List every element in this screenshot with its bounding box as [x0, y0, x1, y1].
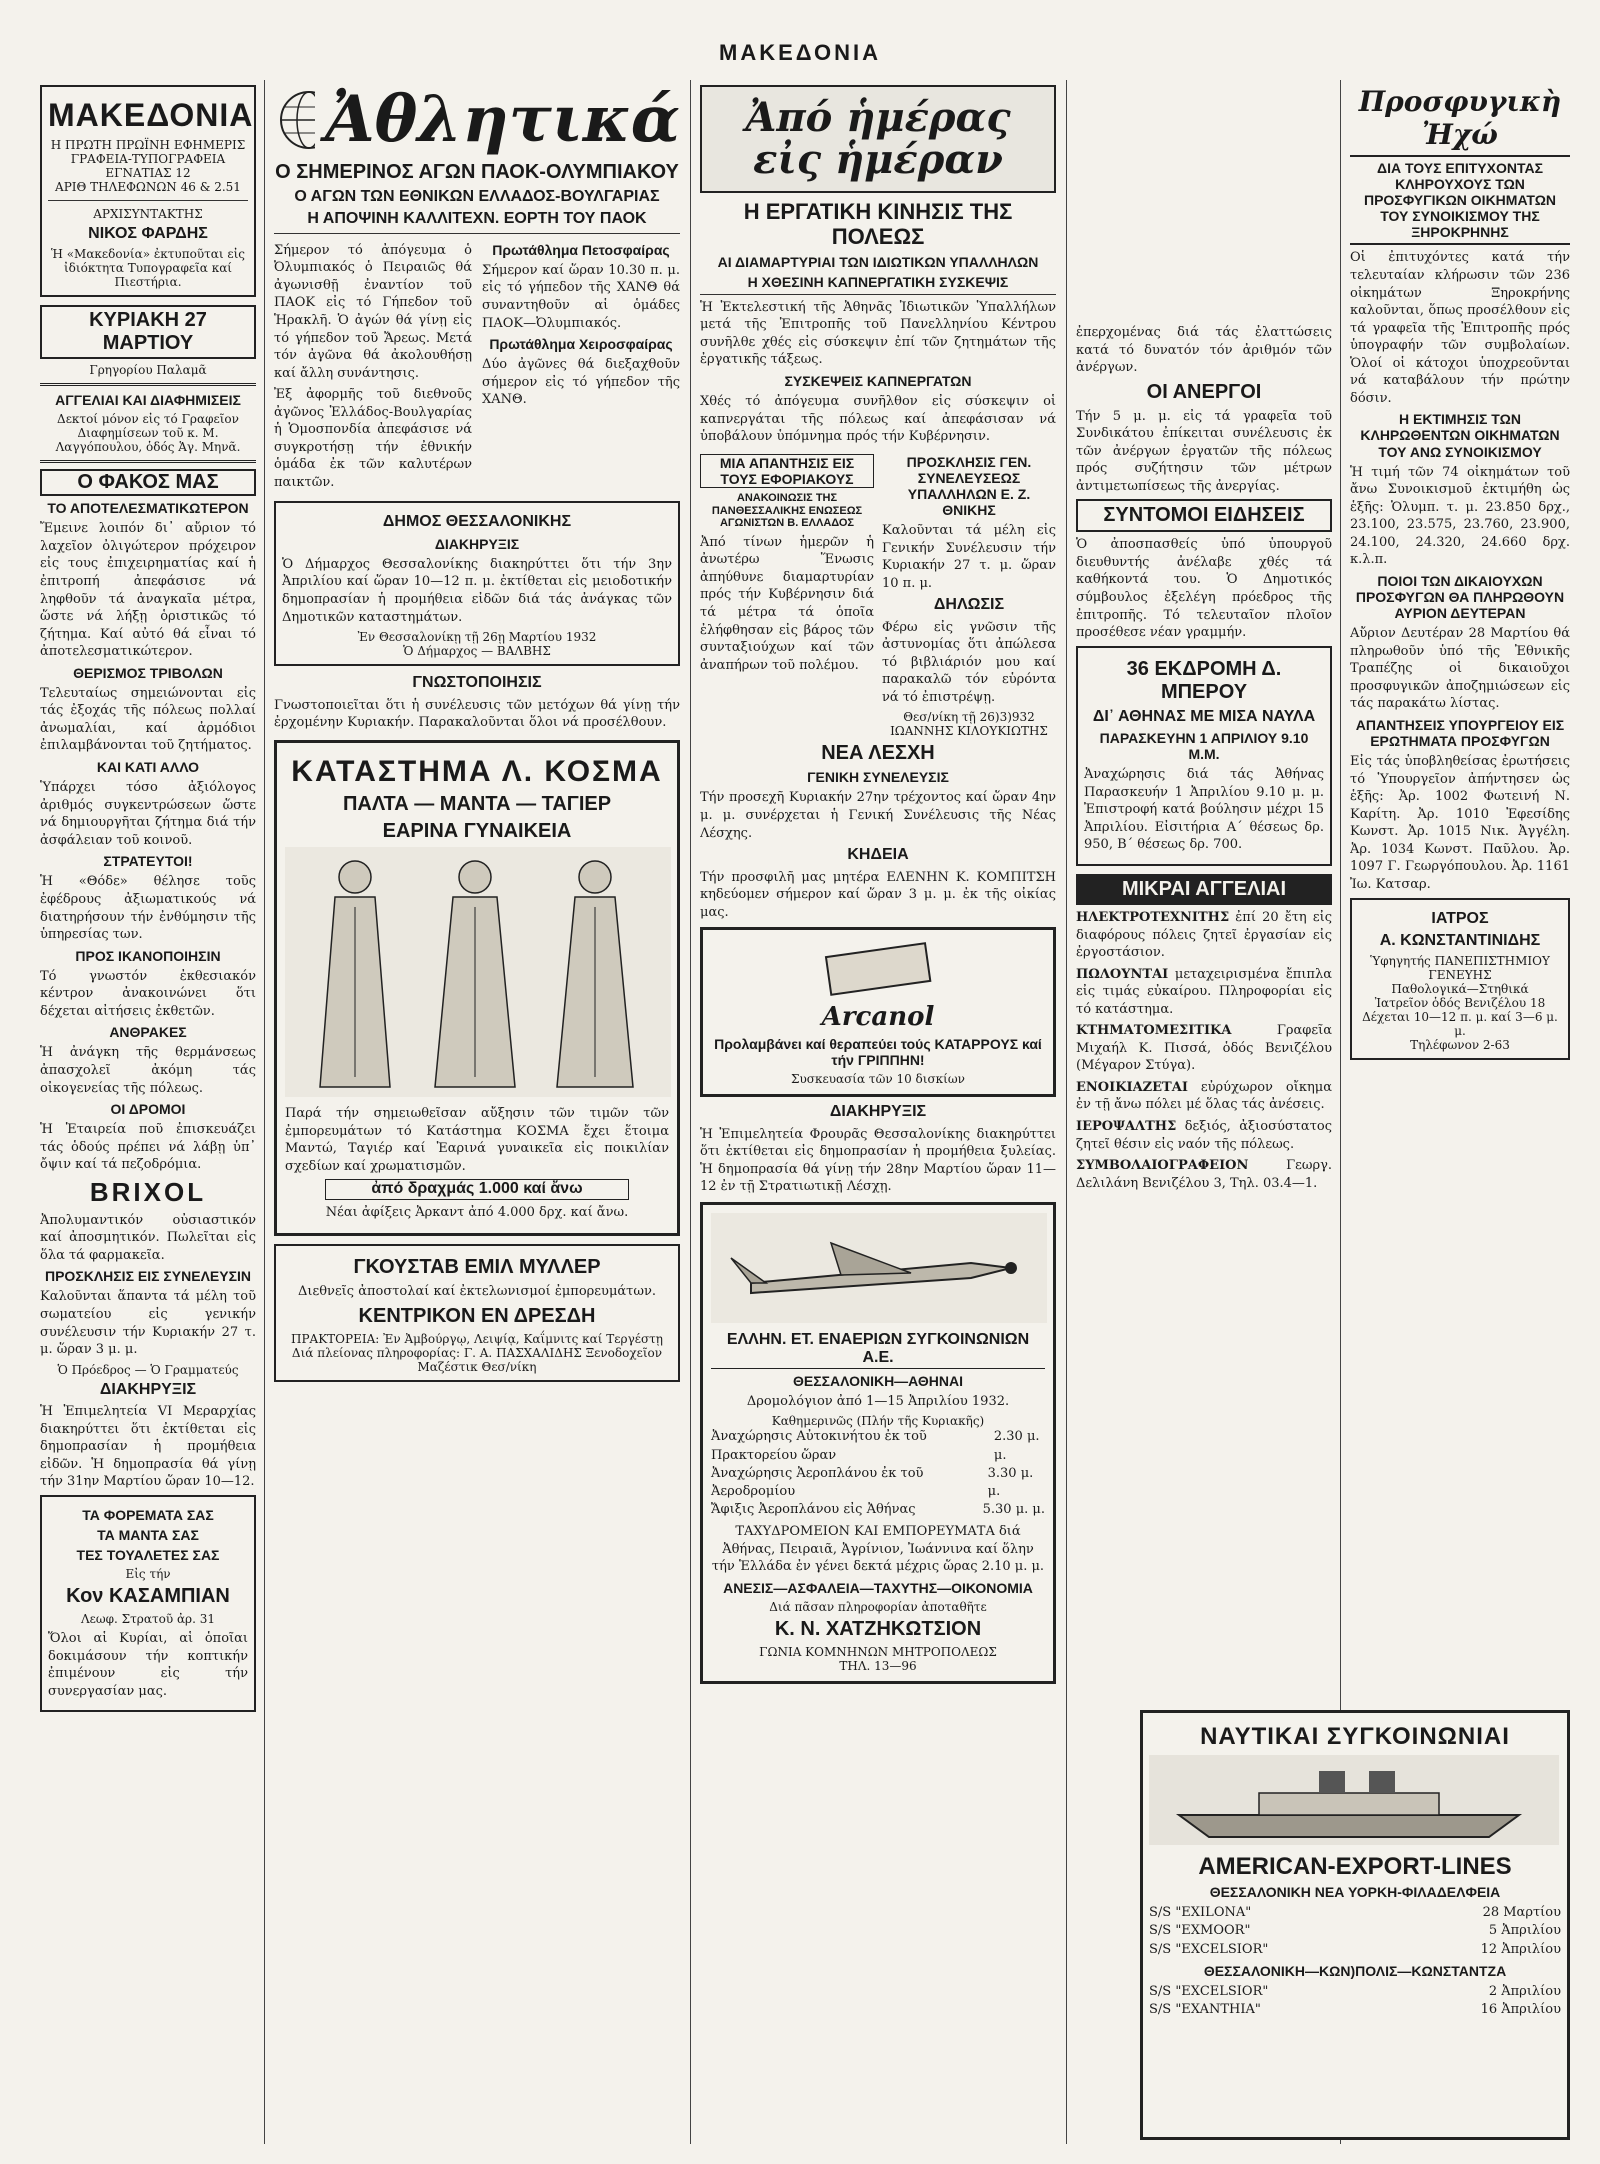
muller-hq: ΚΕΝΤΡΙΚΟΝ ΕΝ ΔΡΕΣΔΗ [358, 1304, 596, 1327]
arcanol-ad [700, 927, 1056, 1097]
valuation-heading: Η ΕΚΤΙΜΗΣΙΣ ΤΩΝ ΚΛΗΡΩΘΕΝΤΩΝ ΟΙΚΗΜΑΤΩΝ ΤΟΥ ΑΝΩ ΣΥΝΟΙΚΙΣΜΟΥ [1360, 411, 1560, 460]
kosma-note: Νέαι ἀφίξεις Ἀρκαντ ἀπό 4.000 δρχ. καί ἄνω. [325, 1204, 629, 1220]
column-1 [40, 85, 256, 2144]
doctor-hours: Ἰατρεῖον ὁδός Βενιζέλου 18 Δέχεται 10—12 π. μ. καί 3—6 μ. μ. [1362, 996, 1558, 1039]
fashion-illustration [285, 847, 671, 1097]
col4-text-a: ἐπερχομένας διά τάς ἐλαττώσεις κατά τό δυνατόν τόν ἀριθμόν τῶν ἀνέργων. [1076, 325, 1332, 376]
headline-paok: Ο ΣΗΜΕΡΙΝΟΣ ΑΓΩΝ ΠΑΟΚ-ΟΛΥΜΠΙΑΚΟΥ [275, 161, 679, 183]
meeting-signature: Ὁ Πρόεδρος — Ὁ Γραμματεύς [57, 1362, 239, 1377]
tailor-ad [40, 1495, 256, 1712]
labour-subheadline: ΑΙ ΔΙΑΜΑΡΤΥΡΙΑΙ ΤΩΝ ΙΔΙΩΤΙΚΩΝ ΥΠΑΛΛΗΛΩΝ [717, 253, 1039, 270]
brief-news-text: Ὁ ἀποσπασθείς ὑπό ὑπουργοῦ διευθυντής ἀνέλαβε χθές τά καθήκοντά του. Ὁ Δημοτικός σύμβουλος ἐξελέγη πρόεδρος τῆς ἐπιτροπῆς. Τό τελευταῖον πλοῖον προσέθεσε νέαν γραμμήν. [1076, 537, 1332, 641]
municipality-signature: Ὁ Δήμαρχος — ΒΑΛΒΗΣ [403, 644, 551, 659]
page-masthead: ΜΑΚΕΔΟΝΙΑ [719, 40, 881, 65]
doctor-specialty: Παθολογικά—Στηθικά [1391, 982, 1529, 997]
tax-reply-subheading: ΑΝΑΚΟΙΝΩΣΙΣ ΤΗΣ ΠΑΝΘΕΣΣΑΛΙΚΗΣ ΕΝΩΣΕΩΣ ΑΓΩΝΙΣΤΩΝ Β. ΕΛΛΑΔΟΣ [711, 491, 863, 530]
airline-period: Δρομολόγιον ἀπό 1—15 Ἀπριλίου 1932. [746, 1393, 1010, 1409]
classified-item: ΙΕΡΟΨΑΛΤΗΣ δεξιός, ἀξιοσύστατος ζητεῖ θέσιν εἰς ναόν τῆς πόλεως. [1076, 1118, 1332, 1152]
ship-row: S/S "EXANTHIA" 16 Ἀπριλίου [1149, 2002, 1561, 2018]
schedule-row: Ἄφιξις Ἀεροπλάνου εἰς Ἀθήνας 5.30 μ. μ. [711, 1502, 1045, 1518]
kosma-price: ἀπό δραχμάς 1.000 καί ἄνω [325, 1179, 629, 1199]
excursion-text: Ἀναχώρησις διά τάς Ἀθήνας Παρασκευήν 1 Ἀπριλίου 9.10 μ. μ. Ἐπιστροφή κατά βούλησιν μέχρι 15 Ἀπριλίου. Εἰσιτήρια Α΄ θέσεως δρ. 950, Β΄ θέσεως δρ. 700. [1084, 767, 1324, 853]
airline-phone: ΤΗΛ. 13—96 [839, 1659, 917, 1674]
doctor-phone: Τηλέφωνον 2-63 [1410, 1038, 1510, 1053]
column-2 [274, 85, 680, 2144]
tailor-note: Ὅλοι αἱ Κυρίαι, αἱ ὁποῖαι δοκιμάσουν τήν κοπτικήν ἐπιμένουν εἰς τήν συνεργασίαν μας. [48, 1631, 248, 1699]
meeting-heading: ΠΡΟΣΚΛΗΣΙΣ ΕΙΣ ΣΥΝΕΛΕΥΣΙΝ [44, 1268, 251, 1285]
classified-item: ΣΥΜΒΟΛΑΙΟΓΡΑΦΕΙΟΝ Γεωργ. Δελιλάνη Βενιζέλου 3, Τηλ. 03.4—1. [1076, 1158, 1332, 1191]
arcanol-brand: Arcanol [821, 1002, 935, 1033]
shipping-route-2: ΘΕΣΣΑΛΟΝΙΚΗ—ΚΩΝ)ΠΟΛΙΣ—ΚΩΝΣΤΑΝΤΖΑ [1203, 1962, 1507, 1979]
sports-banner [274, 85, 680, 155]
tobacco-heading: ΣΥΣΚΕΨΕΙΣ ΚΑΠΝΕΡΓΑΤΩΝ [784, 372, 972, 389]
paper-title: ΜΑΚΕΔΟΝΙΑ [48, 97, 254, 133]
ads-heading: ΑΓΓΕΛΙΑΙ ΚΑΙ ΔΙΑΦΗΜΙΣΕΙΣ [55, 392, 241, 409]
municipality-date: Ἐν Θεσσαλονίκῃ τῇ 26ῃ Μαρτίου 1932 [357, 630, 597, 645]
brief-news-heading: ΣΥΝΤΟΜΟΙ ΕΙΔΗΣΕΙΣ [1076, 499, 1332, 532]
ship-row: S/S "EXILONA" 28 Μαρτίου [1149, 1905, 1561, 1921]
garrison-tender-text: Ἡ Ἐπιμελητεία Φρουρᾶς Θεσσαλονίκης διακηρύττει ὅτι ἐκτίθεται εἰς δημοπρασίαν ἡ προμήθεια ξυλείας. Ἡ δημοπρασία θά γίνῃ τήν 28ην Μαρτίου ὥραν 11—12 ἐν τῇ Στρατιωτικῇ Λέσχῃ. [700, 1126, 1056, 1195]
ikanop-text: Τό γνωστόν ἐκθεσιακόν κέντρον ἀνακοινώνει ὅτι δέχεται αἰτήσεις ἐκθετῶν. [40, 968, 256, 1019]
muller-info: Διά πλείονας πληροφορίας: Γ. Α. ΠΑΣΧΑΛΙΔΗΣ Ξενοδοχεῖον Μαζέστικ Θεσ/νίκη [291, 1345, 663, 1374]
fakos-heading: Ο ΦΑΚΟΣ ΜΑΣ [40, 469, 256, 496]
editor-name: ΝΙΚΟΣ ΦΑΡΔΗΣ [88, 224, 208, 242]
refugee-text-a: Οἱ ἐπιτυχόντες κατά τήν τελευταίαν κλήρωσιν τῶν 236 οἰκημάτων Ξηροκρήνης καλοῦνται, ὅπως προσέλθουν εἰς τά γραφεῖα τῆς Ἐπιτροπῆς πρός ὑπογραφήν τῶν συμβολαίων. Ὁλοί οἱ κάτοχοι ὑποχρεοῦνται νά καταβάλουν τήν πρώτην δόσιν. [1350, 250, 1570, 406]
ship-icon [1149, 1755, 1559, 1845]
printing-note: Ἡ «Μακεδονία» ἐκτυποῦται εἰς ἰδιόκτητα Τυπογραφεῖα καί Πιεστήρια. [50, 247, 246, 290]
issue-date: ΚΥΡΙΑΚΗ 27 ΜΑΡΤΙΟΥ [40, 305, 256, 359]
column-rule [264, 80, 265, 2144]
club-subheading: ΓΕΝΙΚΗ ΣΥΝΕΛΕΥΣΙΣ [807, 769, 949, 786]
unemployed-heading: ΟΙ ΑΝΕΡΓΟΙ [1146, 380, 1262, 403]
column-rule [690, 80, 691, 2144]
airline-route: ΘΕΣΣΑΛΟΝΙΚΗ—ΑΘΗΝΑΙ [792, 1372, 964, 1389]
ship-row: S/S "EXMOOR" 5 Ἀπριλίου [1149, 1923, 1561, 1939]
tailor-ad-line: Εἰς τήν [125, 1567, 171, 1582]
column-3 [700, 85, 1056, 2144]
kosma-ad [274, 740, 680, 1237]
shipping-title: ΝΑΥΤΙΚΑΙ ΣΥΓΚΟΙΝΩΝΙΑΙ [1200, 1723, 1510, 1750]
valuation-text: Ἡ τιμή τῶν 74 οἰκημάτων τοῦ ἄνω Συνοικισμοῦ ἐκτιμήθη ὡς ἑξῆς: Ὁλυμπ. τ. μ. 23.850 δρχ., 23.100, 23.575, 23.760, 23.900, 24.100, 24.320, 24.660 δρχ. κ.λ.π. [1350, 464, 1570, 568]
anthrakes-heading: ΑΝΘΡΑΚΕΣ [109, 1024, 187, 1041]
daily-banner-title: Ἀπό ἡμέρας εἰς ἡμέραν [745, 94, 1011, 183]
tax-reply-heading: ΜΙΑ ΑΠΑΝΤΗΣΙΣ ΕΙΣ ΤΟΥΣ ΕΦΟΡΙΑΚΟΥΣ [700, 454, 874, 488]
headline-celebration: Η ΑΠΟΨΙΝΗ ΚΑΛΛΙΤΕΧΝ. ΕΟΡΤΗ ΤΟΥ ΠΑΟΚ [274, 210, 680, 233]
tailor-ad-line: ΤΑ ΦΟΡΕΜΑΤΑ ΣΑΣ [82, 1506, 214, 1523]
airplane-icon [711, 1213, 1047, 1323]
muller-title: ΓΚΟΥΣΤΑΒ ΕΜΙΛ ΜΥΛΛΕΡ [353, 1256, 601, 1279]
kosma-line-2: ΕΑΡΙΝΑ ΓΥΝΑΙΚΕΙΑ [382, 820, 572, 843]
excursion-date: ΠΑΡΑΣΚΕΥΗΝ 1 ΑΠΡΙΛΙΟΥ 9.10 Μ.Μ. [1099, 730, 1309, 763]
paper-phones: ΑΡΙΘ ΤΗΛΕΦΩΝΩΝ 46 & 2.51 [55, 179, 241, 194]
excursion-title: 36 ΕΚΔΡΟΜΗ Δ. ΜΠΕΡΟΥ [1126, 657, 1282, 703]
airline-slogan: ΑΝΕΣΙΣ—ΑΣΦΑΛΕΙΑ—ΤΑΧΥΤΗΣ—ΟΙΚΟΝΟΜΙΑ [723, 1579, 1033, 1596]
ministry-text: Εἰς τάς ὑποβληθείσας ἐρωτήσεις τό Ὑπουργεῖον ἀπήντησεν ὡς ἑξῆς: Ἀρ. 1002 Φωτεινή Ν. Καρίτη. Ἀρ. 1010 Ἐφεσίδης Κωνστ. Ἀρ. 1015 Νικ. Ἀγγέλη. Ἀρ. 1034 Κωνστ. Παῦλου. Ἀρ. 1097 Γ. Γεωργόπουλου. Ἀρ. 1161 Ἰω. Κατσαρ. [1350, 754, 1570, 892]
handball-heading: Πρωτάθλημα Χειροσφαίρας [489, 336, 673, 353]
club-text: Τήν προσεχῆ Κυριακήν 27ην τρέχοντος καί ὥραν 4ην μ. μ. συνέρχεται ἡ Γενική Συνέλευσις τῆς Νέας Λέσχης. [700, 790, 1056, 841]
doctor-ad [1350, 898, 1570, 1061]
municipality-heading: ΔΗΜΟΣ ΘΕΣΣΑΛΟΝΙΚΗΣ [382, 513, 572, 531]
kosma-text: Παρά τήν σημειωθεῖσαν αὔξησιν τῶν τιμῶν τῶν ἐμπορευμάτων τό Κατάστημα ΚΟΣΜΑ ἔχει ἕτοιμα Μαντώ, Ταγιέρ καί Ἐαρινά γυναικεῖα εἰς ποικιλίαν σχεδίων καί χρωματισμῶν. [285, 1106, 669, 1174]
kai-heading: ΚΑΙ ΚΑΤΙ ΑΛΛΟ [96, 759, 200, 776]
volley-heading: Πρωτάθλημα Πετοσφαίρας [492, 241, 670, 258]
shipping-ad [1140, 1710, 1570, 2140]
ads-note: Δεκτοί μόνον εἰς τό Γραφεῖον Διαφημίσεων τοῦ κ. Μ. Λαγγόπουλου, ὁδός Ἁγ. Μηνᾶ. [55, 412, 241, 455]
municipality-subheading: ΔΙΑΚΗΡΥΞΙΣ [434, 535, 520, 552]
declaration-text: Φέρω εἰς γνῶσιν τῆς ἀστυνομίας ὅτι ἀπώλεσα τό βιβλιάριόν μου καί παρακαλῶ τόν εὑρόντα νά τό ἐπιστρέψῃ. [882, 619, 1056, 705]
classified-item: ΠΩΛΟΥΝΤΑΙ μεταχειρισμένα ἔπιπλα εἰς τιμάς εὐκαίρου. Πληροφορίαι εἰς τό κατάστημα. [1076, 966, 1332, 1017]
announcement-text: Γνωστοποιεῖται ὅτι ἡ συνέλευσις τῶν μετόχων θά γίνῃ τήν ἐρχομένην Κυριακήν. Παρακαλοῦνται ὅλοι νά προσέλθουν. [274, 697, 680, 731]
declaration-date: Θεσ/νίκη τῇ 26)3)932 [903, 710, 1035, 725]
arcanol-text: Προλαμβάνει καί θεραπεύει τούς ΚΑΤΑΡΡΟΥΣ καί τήν ΓΡΙΠΠΗΝ! [714, 1036, 1042, 1069]
airline-info: Διά πᾶσαν πληροφορίαν ἀποταθῆτε [769, 1600, 987, 1615]
kosma-line-1: ΠΑΛΤΑ — ΜΑΝΤΑ — ΤΑΓΙΕΡ [342, 793, 612, 816]
funeral-heading: ΚΗΔΕΙΑ [847, 846, 909, 864]
trivolon-text: Τελευταίως σημειώνονται εἰς τάς ἐξοχάς τῆς πόλεως πολλαί ἀνωμαλίαι, καί ἀρμόδιοι ἐπιλαμβάνονται τοῦ ζητήματος. [40, 685, 256, 754]
excursion-subtitle: ΔΙ᾿ ΑΘΗΝΑΣ ΜΕ ΜΙΣΑ ΝΑΥΛΑ [1092, 707, 1316, 725]
municipality-text: Ὁ Δήμαρχος Θεσσαλονίκης διακηρύττει ὅτι τήν 3ην Ἀπριλίου καί ὥραν 10—12 π. μ. ἐκτίθεται εἰς μειοδοτικήν δημοπρασίαν ἡ προμήθεια εἰδῶν διά τάς ἀνάγκας τῶν Δημοτικῶν καταστημάτων. [282, 556, 672, 625]
volley-text: Σήμερον καί ὥραν 10.30 π. μ. εἰς τό γήπεδον τῆς ΧΑΝΘ θά συναντηθοῦν αἱ ὁμάδες ΠΑΟΚ—Ὀλυμπιακός. [482, 262, 680, 331]
tender-heading: ΔΙΑΚΗΡΥΞΙΣ [99, 1380, 197, 1398]
tailor-ad-line: ΤΕΣ ΤΟΥΑΛΕΤΕΣ ΣΑΣ [76, 1546, 220, 1563]
airline-days: Καθημερινῶς (Πλήν τῆς Κυριακῆς) [771, 1414, 985, 1429]
classified-item: ΗΛΕΚΤΡΟΤΕΧΝΙΤΗΣ ἐπί 20 ἔτη εἰς διαφόρους πόλεις ζητεῖ ἐργασίαν εἰς ἐργοστάσιον. [1076, 909, 1332, 961]
schedule-row: Ἀναχώρησις Ἀεροπλάνου ἐκ τοῦ Ἀεροδρομίου 3.30 μ. μ. [711, 1465, 1034, 1499]
meeting-text: Καλοῦνται ἅπαντα τά μέλη τοῦ σωματείου εἰς γενικήν συνέλευσιν τήν Κυριακήν 27 τ. μ. ὥραν 3 μ. μ. [40, 1289, 256, 1358]
anthrakes-text: Ἡ ἀνάγκη τῆς θερμάνσεως ἀπασχολεῖ ἀκόμη τάς οἰκογενείας τῆς πόλεως. [40, 1045, 256, 1096]
fakos-subheading: ΤΟ ΑΠΟΤΕΛΕΣΜΑΤΙΚΩΤΕΡΟΝ [47, 500, 249, 517]
sports-text-b: Ἐξ ἀφορμῆς τοῦ διεθνοῦς ἀγῶνος Ἑλλάδος-Βουλγαρίας ἡ Ὁμοσπονδία ἀπεφάσισε νά συγκροτήσῃ τήν ἐθνικήν ὁμάδα ἐκ τῶν καλυτέρων παικτῶν. [274, 387, 472, 490]
tobacco-text: Χθές τό ἀπόγευμα συνῆλθον εἰς σύσκεψιν οἱ καπνεργάται τῆς πόλεως καί ἀπεφάσισαν νά ὑποβάλουν ὑπόμνημα πρός τήν Κυβέρνησιν. [700, 394, 1056, 445]
shipping-line-name: AMERICAN-EXPORT-LINES [1198, 1852, 1512, 1880]
arcanol-note: Συσκευασία τῶν 10 δισκίων [791, 1072, 965, 1087]
fakos-text: Ἔμεινε λοιπόν δι᾿ αὔριον τό λαχεῖον ὀλιγώτερον πρόχειρον εἰς τους ἐπιχειρηματίας καί ἡ ἐπιτροπή ἀπεφάσισε νά ληφθοῦν τά ἀναγκαῖα μέτρα, ὥστε νά λήξῃ ὁριστικῶς τό ζήτημα. Καί αὐτό θά εἶναι τό ἀποτελεσματικώτερον. [40, 521, 256, 660]
brixol-text: Ἀπολυμαντικόν οὐσιαστικόν καί ἀποσμητικόν. Πωλεῖται εἰς ὅλα τά φαρμακεῖα. [40, 1212, 256, 1263]
headline-national: Ο ΑΓΩΝ ΤΩΝ ΕΘΝΙΚΩΝ ΕΛΛΑΔΟΣ-ΒΟΥΛΓΑΡΙΑΣ [294, 188, 660, 205]
kai-text: Ὑπάρχει τόσο ἀξιόλογος ἀριθμός συγκεντρώσεων ὥστε νά δημιουργῆται ζήτημα διά τήν ἀσφάλειαν τοῦ κοινοῦ. [40, 780, 256, 848]
refugee-headline: ΔΙΑ ΤΟΥΣ ΕΠΙΤΥΧΟΝΤΑΣ ΚΛΗΡΟΥΧΟΥΣ ΤΩΝ ΠΡΟΣΦΥΓΙΚΩΝ ΟΙΚΗΜΑΤΩΝ ΤΟΥ ΣΥΝΟΙΚΙΣΜΟΥ ΤΗΣ ΞΗΡΟΚΡΗΝΗΣ [1350, 155, 1570, 245]
paper-offices: ΓΡΑΦΕΙΑ-ΤΥΠΟΓΡΑΦΕΙΑ ΕΓΝΑΤΙΑΣ 12 [70, 151, 226, 180]
airline-address: ΓΩΝΙΑ ΚΟΜΝΗΝΩΝ ΜΗΤΡΟΠΟΛΕΩΣ [759, 1645, 997, 1660]
ship-row: S/S "EXCELSIOR" 12 Ἀπριλίου [1149, 1941, 1561, 1957]
sports-text-a: Σήμερον τό ἀπόγευμα ὁ Ὀλυμπιακός ὁ Πειραιῶς θά ἀγωνισθῇ ἐναντίον τοῦ ΠΑΟΚ εἰς τό Γήπεδον τοῦ Ἡρακλῆ. Ὁ ἀγών θά γίνῃ εἰς τό γήπεδον τοῦ Ἄρεως. Μετά τόν ἀγῶνα θά ἀκολουθήσῃ καί ἄλλη συνάντησις. [274, 242, 472, 381]
muller-text: Διεθνεῖς ἀποστολαί καί ἐκτελωνισμοί ἐμπορευμάτων. [298, 1284, 656, 1300]
airline-ad [700, 1202, 1056, 1684]
declaration-signature: ΙΩΑΝΝΗΣ ΚΙΛΟΥΚΙΩΤΗΣ [890, 724, 1048, 739]
garrison-tender-heading: ΔΙΑΚΗΡΥΞΙΣ [829, 1103, 927, 1121]
editor-label: ΑΡΧΙΣΥΝΤΑΚΤΗΣ [93, 206, 203, 221]
tailor-ad-line: ΤΑ ΜΑΝΤΑ ΣΑΣ [97, 1526, 199, 1543]
column-rule [1066, 80, 1067, 2144]
club-heading: ΝΕΑ ΛΕΣΧΗ [821, 742, 935, 765]
classified-item: ΕΝΟΙΚΙΑΖΕΤΑΙ εὐρύχωρον οἴκημα ἐν τῇ ἄνω πόλει μέ ὅλας τάς ἀνέσεις. [1076, 1079, 1332, 1113]
muller-ad [274, 1244, 680, 1382]
ikanop-heading: ΠΡΟΣ ΙΚΑΝΟΠΟΙΗΣΙΝ [75, 947, 221, 964]
unemployed-text: Τήν 5 μ. μ. εἰς τά γραφεῖα τοῦ Συνδικάτου ἐπίκειται συνέλευσις ἐκ τῶν ἀνέργων ἐργατῶν τῆς πόλεως πρός συζήτησιν τῶν μέτρων ἀντιμετωπίσεως τῆς ἀνεργίας. [1076, 408, 1332, 494]
dromoi-heading: ΟΙ ΔΡΟΜΟΙ [110, 1101, 186, 1118]
tax-reply-text: Ἀπό τίνων ἡμερῶν ἡ ἀνωτέρω Ἕνωσις ἀπηύθυνε διαμαρτυρίαν πρός τήν Κυβέρνησιν διά τά μέτρα τά ὁποῖα ἐλήφθησαν εἰς βάρος τῶν συνταξιούχων καί τῶν ἀναπήρων τοῦ πολέμου. [700, 534, 874, 673]
ministry-heading: ΑΠΑΝΤΗΣΕΙΣ ΥΠΟΥΡΓΕΙΟΥ ΕΙΣ ΕΡΩΤΗΜΑΤΑ ΠΡΟΣΦΥΓΩΝ [1355, 716, 1565, 750]
saint-day: Γρηγορίου Παλαμᾶ [89, 363, 207, 378]
labour-deck: Η ΧΘΕΣΙΝΗ ΚΑΠΝΕΡΓΑΤΙΚΗ ΣΥΣΚΕΨΙΣ [700, 274, 1056, 295]
airline-agent: Κ. Ν. ΧΑΤΖΗΚΩΤΣΙΟΝ [774, 1618, 982, 1641]
doctor-title: Ὑφηγητής ΠΑΝΕΠΙΣΤΗΜΙΟΥ ΓΕΝΕΥΗΣ [1370, 954, 1550, 983]
excursion-ad [1076, 646, 1332, 866]
doctor-label: ΙΑΤΡΟΣ [1431, 909, 1489, 927]
payment-heading: ΠΟΙΟΙ ΤΩΝ ΔΙΚΑΙΟΥΧΩΝ ΠΡΟΣΦΥΓΩΝ ΘΑ ΠΛΗΡΩΘΟΥΝ ΑΥΡΙΟΝ ΔΕΥΤΕΡΑΝ [1355, 572, 1565, 622]
stratevtoi-heading: ΣΤΡΑΤΕΥΤΟΙ! [103, 853, 193, 870]
shipping-route-1: ΘΕΣΣΑΛΟΝΙΚΗ ΝΕΑ ΥΟΡΚΗ-ΦΙΛΑΔΕΛΦΕΙΑ [1209, 1884, 1501, 1901]
declaration-heading: ΔΗΛΩΣΙΣ [933, 596, 1005, 614]
stratevtoi-text: Ἡ «Θόδε» θέλησε τοῦς ἐφέδρους ἀξιωματικούς νά διατηρήσουν τήν ἐνθύμησιν τῆς ὑπηρεσίας των. [40, 874, 256, 943]
airline-cargo: ΤΑΧΥΔΡΟΜΕΙΟΝ ΚΑΙ ΕΜΠΟΡΕΥΜΑΤΑ διά Ἀθήνας, Πειραιᾶ, Ἀγρίνιον, Ἰωάννινα καί ὅλην τήν Ἑλλάδα ἐν γένει δεκτά μέχρις ὥρας 2.10 μ. μ. [711, 1524, 1045, 1575]
doctor-name: Α. ΚΩΝΣΤΑΝΤΙΝΙΔΗΣ [1379, 931, 1541, 949]
refugee-section-title: Προσφυγικὴ Ἠχώ [1358, 85, 1562, 151]
brixol-logo: BRIXOL [89, 1176, 207, 1207]
tender-text: Ἡ Ἐπιμελητεία VI Μεραρχίας διακηρύττει ὅτι ἐκτίθεται εἰς δημοπρασίαν ἡ προμήθεια εἰδῶν. Ἡ δημοπρασία θά γίνῃ τήν 31ην Μαρτίου ὥραν 10—12. [40, 1404, 256, 1490]
payment-text: Αὔριον Δευτέραν 28 Μαρτίου θά πληρωθοῦν ὑπό τῆς Ἐθνικῆς Τραπέζης οἱ δικαιοῦχοι προσφυγικῶν ἀποζημιώσεων εἰς τάς παρακάτω λίστας. [1350, 626, 1570, 712]
sports-title: Ἀθλητικά [325, 85, 680, 157]
classifieds-heading: ΜΙΚΡΑΙ ΑΓΓΕΛΙΑΙ [1076, 874, 1332, 905]
trivolon-heading: ΘΕΡΙΣΜΟΣ ΤΡΙΒΟΛΩΝ [73, 664, 223, 681]
paper-tagline: Η ΠΡΩΤΗ ΠΡΩΪΝΗ ΕΦΗΜΕΡΙΣ [50, 137, 246, 152]
labour-text: Ἡ Ἐκτελεστική τῆς Ἀθηνᾶς Ἰδιωτικῶν Ὑπαλλήλων μετά τῆς Ἐπιτροπῆς τοῦ Πανελληνίου Κέντρου συνῆλθε χθές εἰς σύσκεψιν ἐπί τῶν ζητημάτων τῆς ἐργατικῆς τάξεως. [700, 299, 1056, 368]
globe-icon [274, 85, 315, 155]
tailor-address: Λεωφ. Στρατοῦ ἀρ. 31 [80, 1612, 215, 1627]
tailor-shop-name: Κον ΚΑΣΑΜΠΙΑΝ [66, 1585, 230, 1608]
labour-headline: Η ΕΡΓΑΤΙΚΗ ΚΙΝΗΣΙΣ ΤΗΣ ΠΟΛΕΩΣ [743, 199, 1013, 250]
funeral-text: Τήν προσφιλῆ μας μητέρα ΕΛΕΝΗΝ Κ. ΚΟΜΠΙΤΣΗ κηδεύομεν σήμερον καί ὥραν 3 μ. μ. ἐκ τῆς οἰκίας μας. [700, 869, 1056, 920]
kosma-title: ΚΑΤΑΣΤΗΜΑ Λ. ΚΟΣΜΑ [291, 754, 663, 788]
classified-item: ΚΤΗΜΑΤΟΜΕΣΙΤΙΚΑ Γραφεῖα Μιχαήλ Κ. Πισσά, ὁδός Βενιζέλου (Μέγαρον Στύγα). [1076, 1023, 1332, 1074]
ship-row: S/S "EXCELSIOR" 2 Ἀπριλίου [1149, 1983, 1561, 1999]
pill-box-icon [818, 938, 938, 998]
municipality-notice [274, 501, 680, 666]
daily-banner [700, 85, 1056, 193]
schedule-row: Ἀναχώρησις Αὐτοκινήτου ἐκ τοῦ Πρακτορείου ὥραν 2.30 μ. μ. [711, 1429, 1040, 1463]
handball-text: Δύο ἀγῶνες θά διεξαχθοῦν σήμερον εἰς τό γήπεδον τῆς ΧΑΝΘ. [482, 357, 680, 408]
staff-meeting-text: Καλοῦνται τά μέλη εἰς Γενικήν Συνέλευσιν τήν Κυριακήν 27 τ. μ. ὥραν 10 π. μ. [882, 523, 1056, 591]
dromoi-text: Ἡ Ἑταιρεία ποῦ ἐπισκευάζει τάς ὁδούς πρέπει νά λάβῃ ὑπ᾿ ὄψιν καί τά πεζοδρόμια. [40, 1122, 256, 1173]
staff-meeting-heading: ΠΡΟΣΚΛΗΣΙΣ ΓΕΝ. ΣΥΝΕΛΕΥΣΕΩΣ ΥΠΑΛΛΗΛΩΝ Ε. Ζ. ΘΝΙΚΗΣ [906, 453, 1032, 518]
airline-title: ΕΛΛΗΝ. ΕΤ. ΕΝΑΕΡΙΩΝ ΣΥΓΚΟΙΝΩΝΙΩΝ Α.Ε. [711, 1331, 1045, 1369]
paper-nameplate [40, 85, 256, 297]
muller-agents: ΠΡΑΚΤΟΡΕΙΑ: Ἐν Ἀμβούργῳ, Λειψίᾳ, Καΐμνιτς καί Τεργέστῃ [290, 1331, 663, 1346]
announcement-heading: ΓΝΩΣΤΟΠΟΙΗΣΙΣ [412, 674, 542, 692]
